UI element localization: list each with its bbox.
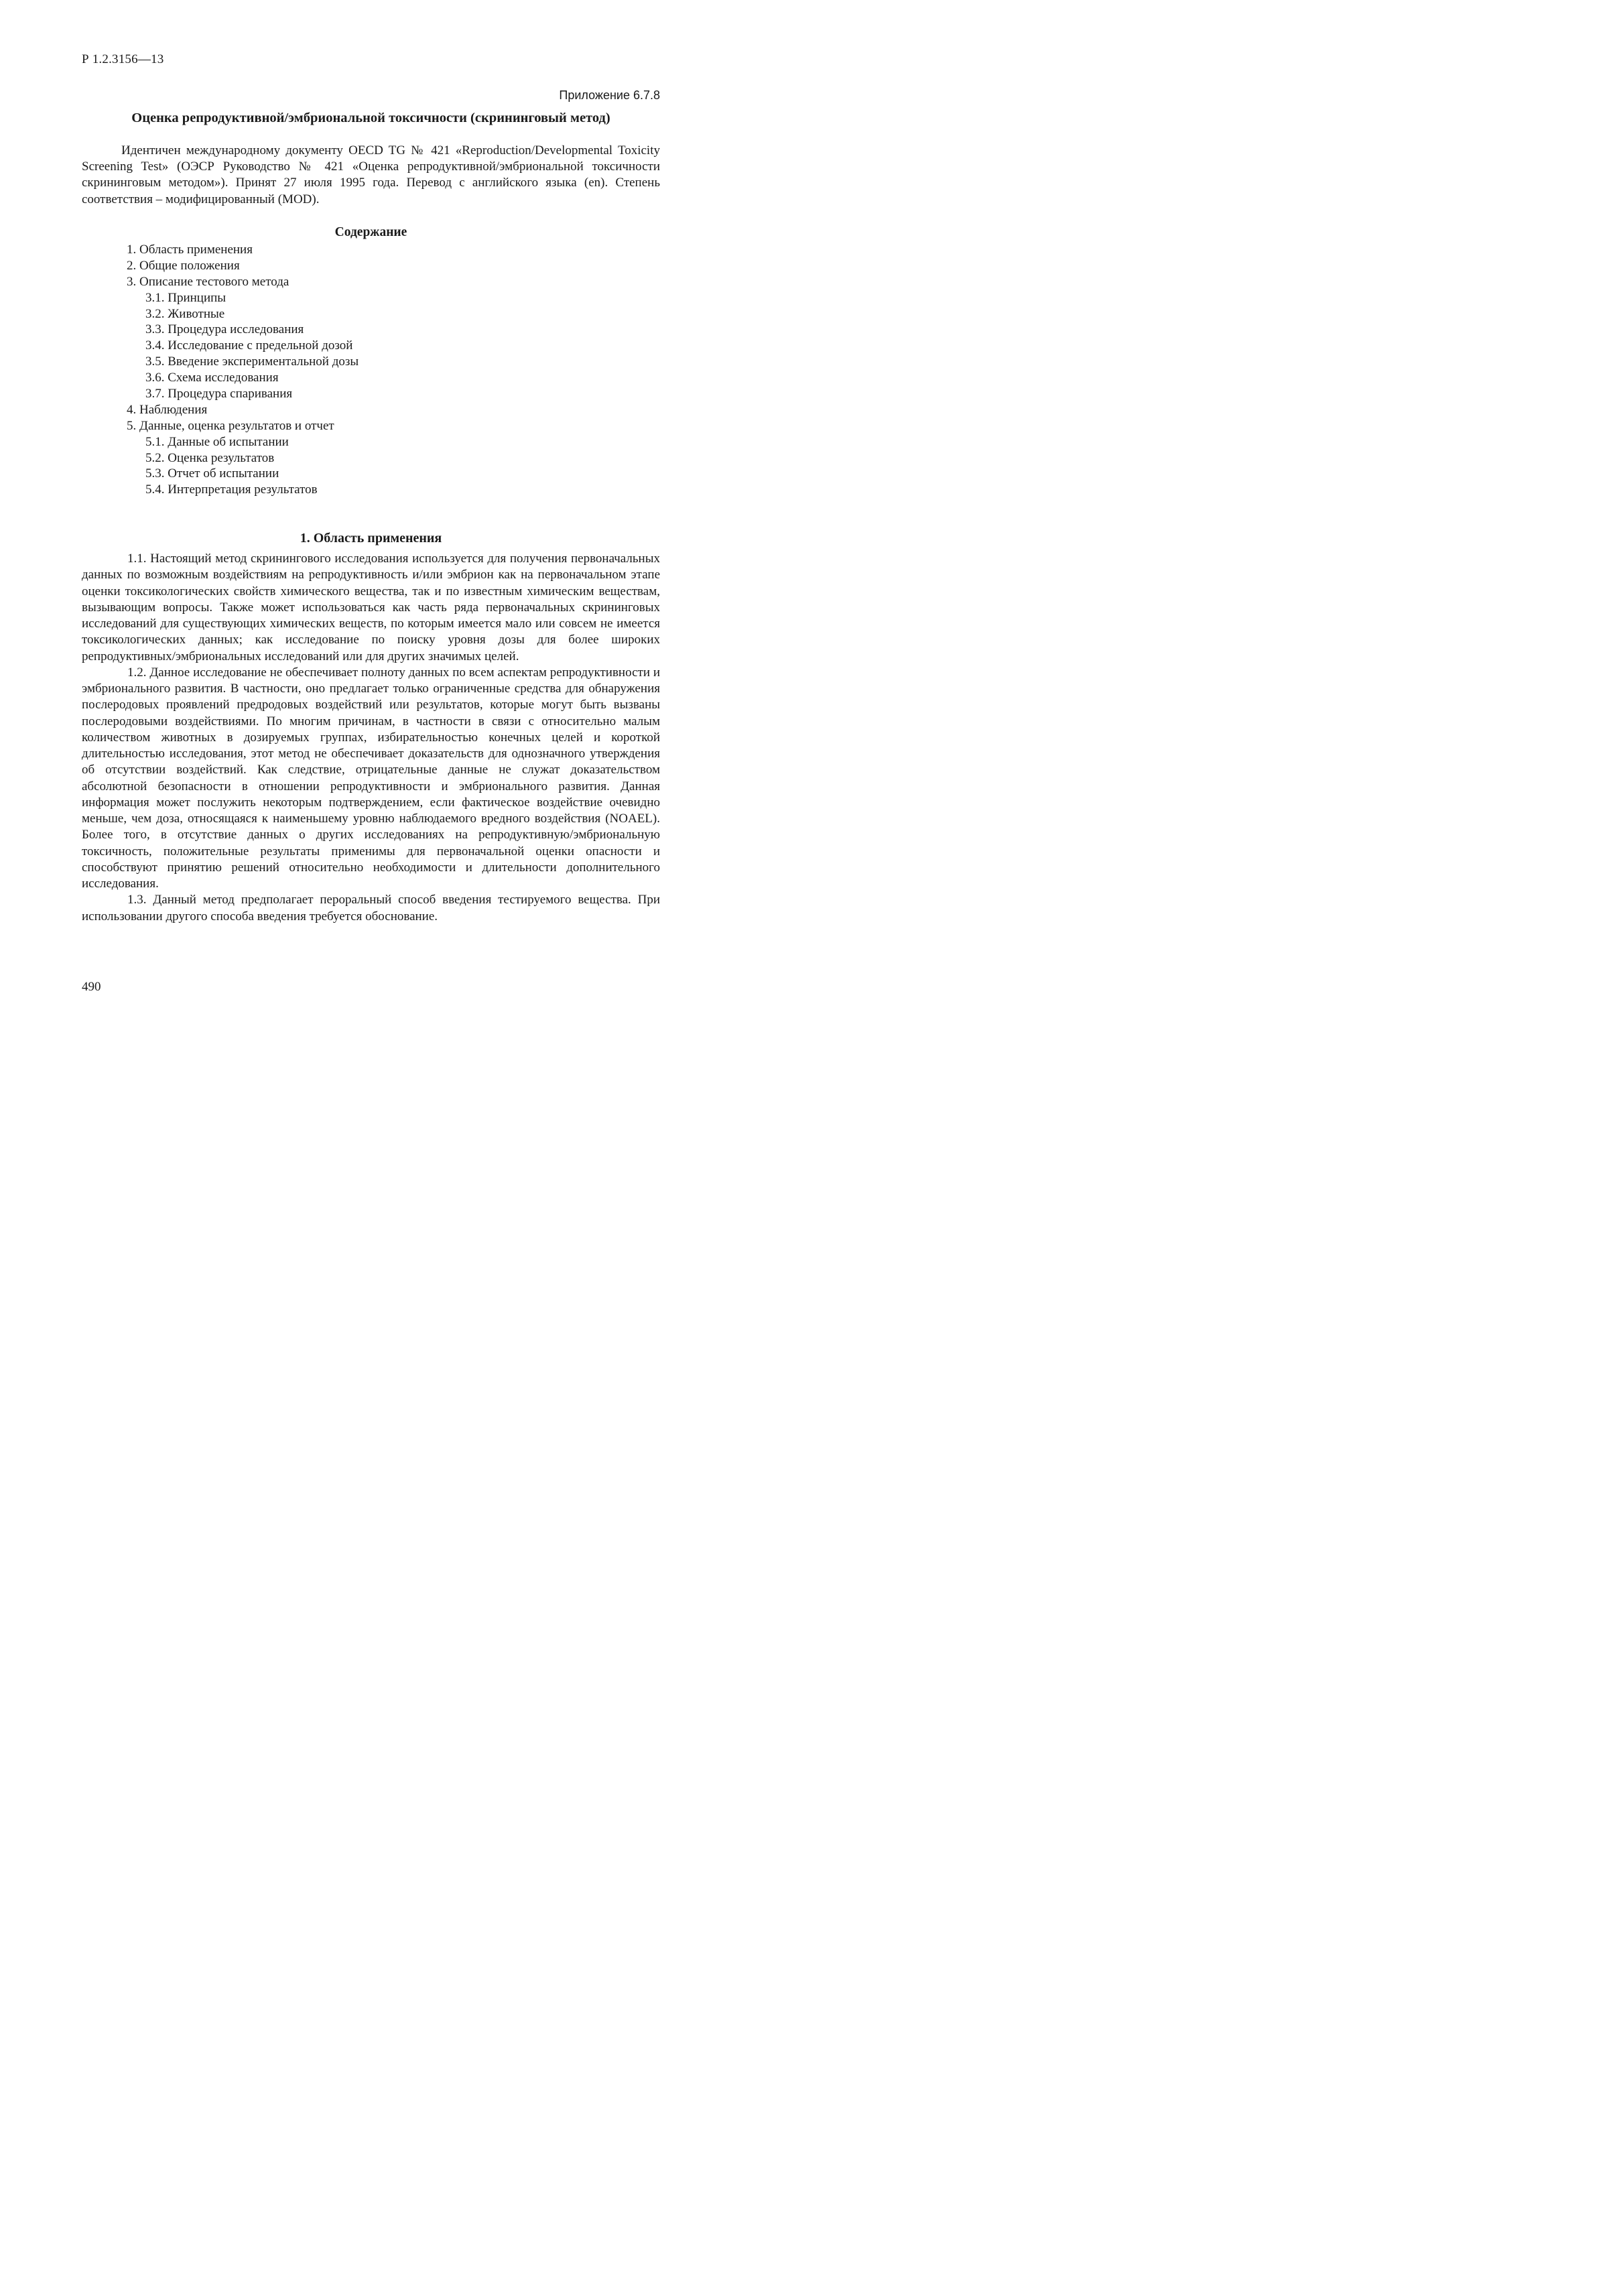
page-number: 490 <box>82 980 101 994</box>
toc-item: 5.2. Оценка результатов <box>145 450 275 465</box>
section-body <box>82 551 660 925</box>
page-title: Оценка репродуктивной/эмбриональной токсичности (скрининговый метод) <box>131 111 610 125</box>
toc-item: 3.7. Процедура спаривания <box>145 387 293 401</box>
appendix-label: Приложение 6.7.8 <box>559 88 660 102</box>
toc-item: 4. Наблюдения <box>127 402 208 417</box>
toc-item: 5. Данные, оценка результатов и отчет <box>127 418 334 433</box>
intro-paragraph: Идентичен международному документу OECD TG № 421 «Reproduction/Developmental Toxicity Screening Test» (ОЭСР Руководство № 421 «Оценка репродуктивной/эмбриональной токсичности скрининговым методом»). Принят 27 июля 1995 года. Перевод с английского языка (en). Степень соответствия – модифицированный (MOD). <box>82 143 660 206</box>
toc-item: 3. Описание тестового метода <box>127 274 289 289</box>
toc-item: 5.1. Данные об испытании <box>145 434 289 449</box>
paragraph-1-1: 1.1. Настоящий метод скринингового исследования используется для получения первоначальных данных по возможным воздействиям на репродуктивность и/или эмбрион как на первоначальном этапе оценки токсикологических свойств химического вещества, так и по известным химическим веществам, вызывающим вопросы. Также может использоваться как часть ряда первоначальных скрининговых исследований для существующих химических веществ, по которым имеется мало или совсем не имеется токсикологических данных; как исследование по поиску уровня дозы для более широких репродуктивных/эмбриональных исследований или для других значимых целей. <box>82 552 660 663</box>
toc-item: 2. Общие положения <box>127 258 240 273</box>
paragraph-1-3: 1.3. Данный метод предполагает пероральный способ введения тестируемого вещества. При использовании другого способа введения требуется обоснование. <box>82 893 660 923</box>
toc-item: 3.3. Процедура исследования <box>145 322 304 337</box>
table-of-contents <box>127 242 359 498</box>
toc-item: 1. Область применения <box>127 243 253 257</box>
toc-item: 3.6. Схема исследования <box>145 371 279 385</box>
toc-item: 5.4. Интерпретация результатов <box>145 483 318 497</box>
toc-item: 3.5. Введение экспериментальной дозы <box>145 355 359 369</box>
toc-title: Содержание <box>334 225 407 239</box>
toc-item: 3.2. Животные <box>145 306 225 321</box>
toc-item: 3.1. Принципы <box>145 290 226 305</box>
paragraph-1-2: 1.2. Данное исследование не обеспечивает полноту данных по всем аспектам репродуктивности и эмбрионального развития. В частности, оно предлагает только ограниченные средства для обнаружения послеродовых проявлений предродовых воздействий или результатов, которые могут быть вызваны послеродовыми воздействиями. По многим причинам, в частности в связи с относительно малым количеством животных в дозируемых группах, избирательностью конечных целей и короткой длительностью исследования, этот метод не обеспечивает доказательств для однозначного утверждения об отсутствии воздействий. Как следствие, отрицательные данные не служат доказательством абсолютной безопасности в отношении репродуктивности и эмбрионального развития. Данная информация может послужить некоторым подтверждением, если фактическое воздействие очевидно меньше, чем доза, относящаяся к наименьшему уровню наблюдаемого вредного воздействия (NOAEL). Более того, в отсутствие данных о других исследованиях на репродуктивную/эмбриональную токсичность, положительные результаты применимы для первоначальной оценки опасности и способствуют принятию решений относительно необходимости и длительности дополнительного исследования. <box>82 665 660 891</box>
doc-code: Р 1.2.3156—13 <box>82 52 164 66</box>
section-heading: 1. Область применения <box>300 531 442 546</box>
toc-item: 3.4. Исследование с предельной дозой <box>145 338 353 353</box>
toc-item: 5.3. Отчет об испытании <box>145 466 279 481</box>
